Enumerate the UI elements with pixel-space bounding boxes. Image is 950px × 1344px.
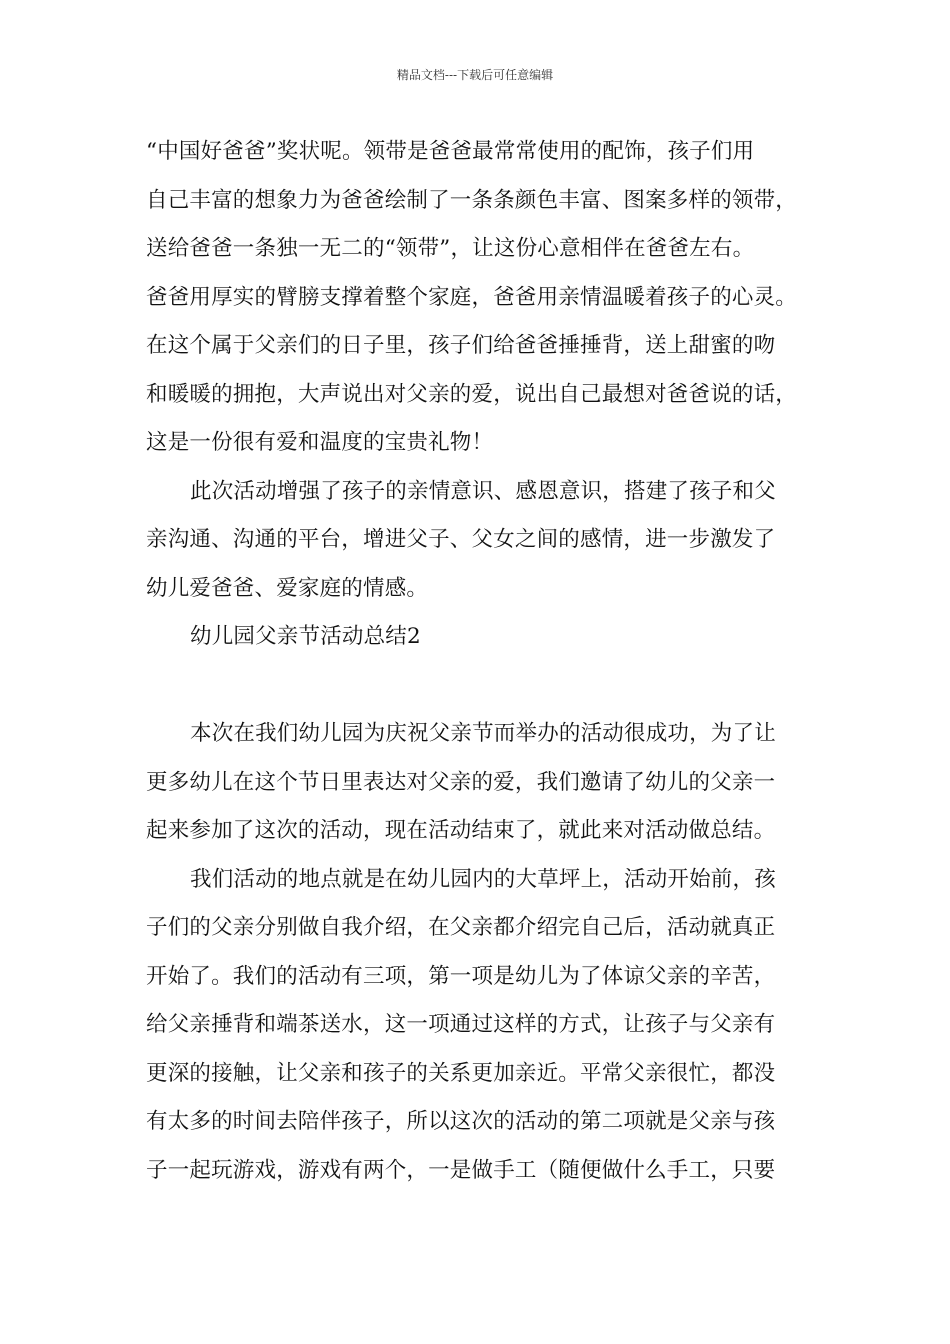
paragraph-start-line: 我们活动的地点就是在幼儿园内的大草坪上，活动开始前，孩 <box>190 866 776 892</box>
text-line: 自己丰富的想象力为爸爸绘制了一条条颜色丰富、图案多样的领带， <box>146 187 798 213</box>
text-line: 子们的父亲分别做自我介绍，在父亲都介绍完自己后，活动就真正 <box>146 915 776 940</box>
section-title: 幼儿园父亲节活动总结2 <box>190 624 421 649</box>
text-line: 有太多的时间去陪伴孩子，所以这次的活动的第二项就是父亲与孩 <box>146 1109 776 1134</box>
text-line: 爸爸用厚实的臂膀支撑着整个家庭，爸爸用亲情温暖着孩子的心灵。 <box>146 284 798 310</box>
text-line: 亲沟通、沟通的平台，增进父子、父女之间的感情，进一步激发了 <box>146 527 776 552</box>
text-line: 送给爸爸一条独一无二的“领带”，让这份心意相伴在爸爸左右。 <box>146 236 755 261</box>
blank-line <box>146 666 826 715</box>
text-line: 子一起玩游戏，游戏有两个，一是做手工（随便做什么手工，只要 <box>146 1157 776 1183</box>
text-line: “中国好爸爸”奖状呢。领带是爸爸最常常使用的配饰，孩子们用 <box>146 139 755 164</box>
text-line: 起来参加了这次的活动，现在活动结束了，就此来对活动做总结。 <box>146 818 776 843</box>
paragraph-start-line: 本次在我们幼儿园为庆祝父亲节而举办的活动很成功，为了让 <box>190 721 776 746</box>
text-line: 在这个属于父亲们的日子里，孩子们给爸爸捶捶背，送上甜蜜的吻 <box>146 333 776 358</box>
text-line: 幼儿爱爸爸、爱家庭的情感。 <box>146 575 429 601</box>
text-line: 更多幼儿在这个节日里表达对父亲的爱，我们邀请了幼儿的父亲一 <box>146 769 776 795</box>
paragraph-start-line: 此次活动增强了孩子的亲情意识、感恩意识，搭建了孩子和父 <box>190 478 776 504</box>
document-body <box>146 132 826 1199</box>
text-line: 开始了。我们的活动有三项，第一项是幼儿为了体谅父亲的辛苦， <box>146 963 776 989</box>
text-line: 更深的接触，让父亲和孩子的关系更加亲近。平常父亲很忙，都没 <box>146 1060 776 1086</box>
text-line: 给父亲捶背和端茶送水，这一项通过这样的方式，让孩子与父亲有 <box>146 1012 776 1037</box>
text-line: 这是一份很有爱和温度的宝贵礼物！ <box>146 430 494 455</box>
page-header: 精品文档---下载后可任意编辑 <box>396 68 554 82</box>
text-line: 和暖暖的拥抱，大声说出对父亲的爱，说出自己最想对爸爸说的话， <box>146 381 798 407</box>
